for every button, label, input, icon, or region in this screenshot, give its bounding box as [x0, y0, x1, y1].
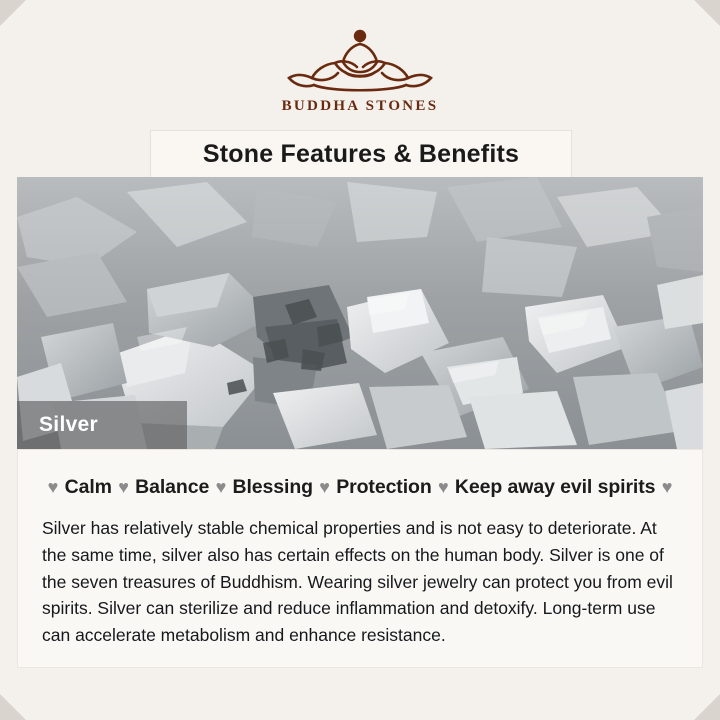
brand-block — [0, 22, 720, 115]
benefits-card — [17, 449, 703, 668]
heart-icon-0: ♥ — [47, 477, 59, 497]
corner-decoration-bottom-right — [694, 694, 720, 720]
heart-icon-4: ♥ — [437, 477, 449, 497]
stone-name-badge — [17, 401, 187, 449]
section-title-band — [150, 130, 572, 179]
keywords-line — [42, 476, 678, 499]
keyword-keep-away-evil-spirits: Keep away evil spirits — [454, 476, 656, 498]
lotus-meditation-icon — [285, 22, 435, 94]
brand-name: BUDDHA STONES — [281, 98, 439, 114]
keyword-balance: Balance — [135, 476, 210, 498]
corner-decoration-bottom-left — [0, 694, 26, 720]
heart-icon-2: ♥ — [215, 477, 227, 497]
keyword-protection: Protection — [336, 476, 432, 498]
page-title: Stone Features & Benefits — [202, 140, 520, 168]
heart-icon-5: ♥ — [661, 477, 673, 497]
keyword-calm: Calm — [64, 476, 112, 498]
heart-icon-3: ♥ — [319, 477, 330, 497]
stone-name-text: Silver — [39, 413, 99, 436]
keyword-blessing: Blessing — [232, 476, 313, 498]
description-text: Silver has relatively stable chemical properties and is not easy to deteriorate. At the same time, silver also has certain effects on the human body. Silver is one of the seven treasures of Buddhism. Wearing silver jewelry can protect you from evil spirits. Silver can sterilize and reduce inflammation and detoxify. Long-term use can accelerate metabolism and enhance resistance. — [42, 518, 673, 646]
heart-icon-1: ♥ — [118, 477, 129, 497]
